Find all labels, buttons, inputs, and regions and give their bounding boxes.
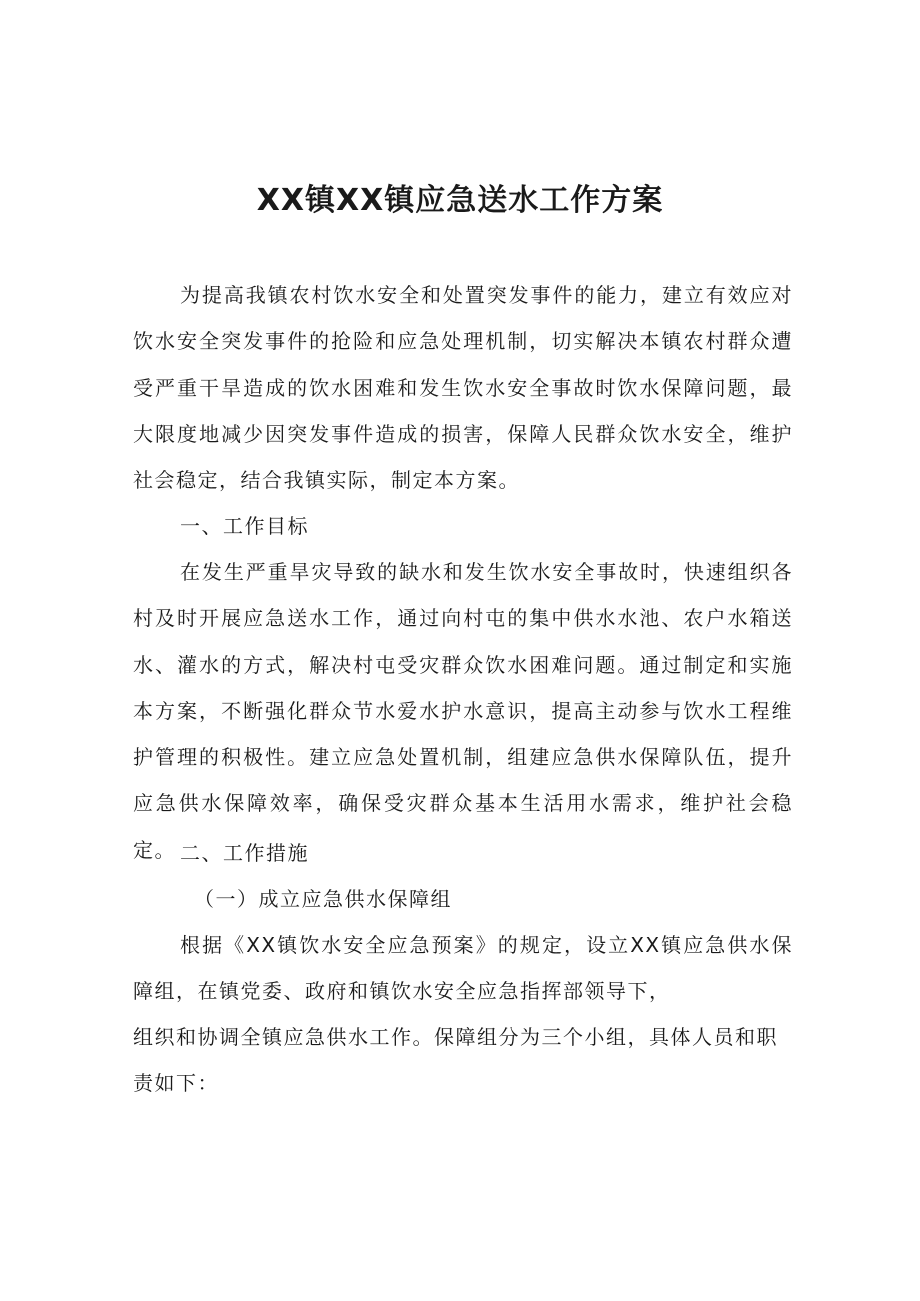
continuation-line-1: 组织和协调全镇应急供水工作。保障组分为三个小组，具体人员和职: [133, 1025, 778, 1049]
support-group-paragraph: 根据《XX镇饮水安全应急预案》的规定，设立XX镇应急供水保障组，在镇党委、政府和镇饮水安全应急指挥部领导下，: [133, 933, 793, 1004]
section-heading-measures: 二、工作措施: [180, 841, 309, 865]
continuation-line-2: 责如下：: [133, 1071, 219, 1096]
section-heading-goals: 一、工作目标: [180, 514, 309, 538]
subsection-heading-support-group: （一）成立应急供水保障组: [194, 887, 452, 911]
goals-paragraph: 在发生严重旱灾导致的缺水和发生饮水安全事故时，快速组织各村及时开展应急送水工作，通过向村屯的集中供水水池、农户水箱送水、灌水的方式，解决村屯受灾群众饮水困难问题。通过制定和实施本方案，不断强化群众节水爱水护水意识，提高主动参与饮水工程维护管理的积极性。建立应急处置机制，组建应急供水保障队伍，提升应急供水保障效率，确保受灾群众基本生活用水需求，维护社会稳定。: [133, 560, 793, 862]
intro-paragraph: 为提高我镇农村饮水安全和处置突发事件的能力，建立有效应对饮水安全突发事件的抢险和应急处理机制，切实解决本镇农村群众遭受严重干旱造成的饮水困难和发生饮水安全事故时饮水保障问题，最大限度地减少因突发事件造成的损害，保障人民群众饮水安全，维护社会稳定，结合我镇实际，制定本方案。: [133, 283, 793, 493]
document-title: XX镇XX镇应急送水工作方案: [256, 183, 664, 218]
support-group-continuation: [133, 1014, 793, 1107]
